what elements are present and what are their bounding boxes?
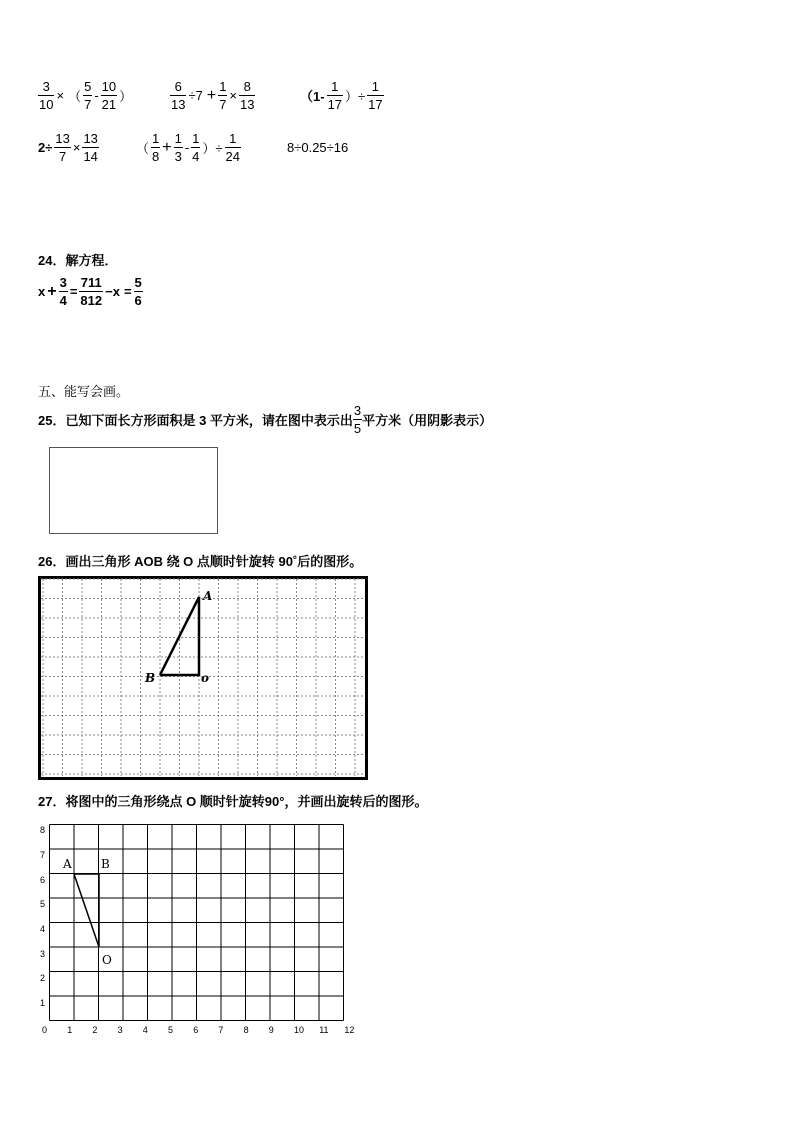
operator: × bbox=[229, 88, 238, 103]
fraction bbox=[327, 78, 343, 113]
numerator: 13 bbox=[83, 131, 98, 146]
operator: - bbox=[94, 88, 99, 103]
operator: + bbox=[47, 282, 57, 300]
triangle-abo bbox=[74, 874, 99, 947]
paren: ） bbox=[119, 89, 133, 104]
numerator: 1 bbox=[192, 131, 200, 146]
q24-title: 24．解方程． bbox=[38, 253, 118, 268]
y-tick-label: 7 bbox=[40, 849, 46, 860]
y-tick-label: 8 bbox=[40, 825, 46, 836]
numerator: 1 bbox=[152, 131, 160, 146]
denominator: 10 bbox=[39, 97, 54, 112]
calc-expr-2 bbox=[170, 78, 255, 113]
numerator: 13 bbox=[55, 131, 70, 146]
fraction bbox=[83, 78, 92, 113]
y-tick-label: 2 bbox=[40, 973, 46, 984]
fraction bbox=[134, 274, 143, 309]
point-o-label: O bbox=[102, 953, 112, 967]
calc-expr-1 bbox=[38, 78, 134, 113]
q25-rectangle[interactable] bbox=[49, 447, 218, 534]
x-tick-label: 11 bbox=[319, 1025, 329, 1035]
y-tick-label: 5 bbox=[40, 899, 46, 910]
x-tick-label: 12 bbox=[344, 1025, 355, 1035]
denominator: 4 bbox=[59, 293, 67, 308]
x-tick-label: 5 bbox=[168, 1025, 174, 1035]
operator: = bbox=[123, 284, 132, 299]
operator: × bbox=[56, 88, 65, 103]
x-tick-label: 0 bbox=[42, 1025, 48, 1035]
numerator: 5 bbox=[134, 275, 142, 290]
q25-text-pre: 25．已知下面长方形面积是 3 平方米，请在图中表示出 bbox=[38, 413, 353, 428]
numerator: 1 bbox=[367, 78, 383, 96]
paren: （ bbox=[68, 89, 82, 104]
fraction bbox=[367, 78, 383, 113]
q26-title: 26．画出三角形 AOB 绕 O 点顺时针旋转 90˚后的图形。 bbox=[38, 554, 363, 569]
section-five-title: 五、能写会画。 bbox=[38, 384, 130, 399]
fraction bbox=[38, 78, 54, 113]
denominator: 21 bbox=[101, 97, 117, 112]
paren: （ bbox=[136, 141, 150, 156]
y-tick-label: 4 bbox=[40, 923, 46, 934]
x-tick-label: 2 bbox=[92, 1025, 98, 1035]
x-tick-label: 7 bbox=[218, 1025, 224, 1035]
fraction bbox=[225, 130, 241, 165]
fraction bbox=[353, 402, 362, 437]
x-tick-label: 10 bbox=[294, 1025, 305, 1035]
operator: ÷7 bbox=[188, 88, 203, 103]
q24-equation bbox=[38, 274, 143, 309]
denominator: 14 bbox=[83, 149, 98, 164]
x-tick-label: 3 bbox=[117, 1025, 123, 1035]
operator: + bbox=[162, 138, 172, 156]
fraction bbox=[82, 130, 98, 165]
point-b-label: B bbox=[101, 857, 110, 871]
denominator: 13 bbox=[240, 97, 255, 112]
numerator: 1 bbox=[225, 130, 241, 148]
denominator: 24 bbox=[225, 149, 241, 164]
q25-text-post: 平方米（用阴影表示） bbox=[362, 413, 493, 428]
paren: ）÷ bbox=[345, 89, 366, 104]
fraction bbox=[59, 274, 68, 309]
operator: −x bbox=[105, 284, 120, 299]
variable: x bbox=[38, 284, 46, 299]
fraction bbox=[191, 130, 200, 165]
denominator: 7 bbox=[84, 97, 92, 112]
denominator: 6 bbox=[134, 293, 142, 308]
x-tick-label: 9 bbox=[268, 1025, 274, 1035]
paren: （1- bbox=[300, 89, 325, 104]
denominator: 17 bbox=[327, 97, 343, 112]
numerator: 5 bbox=[84, 79, 92, 94]
numerator: 1 bbox=[219, 79, 227, 94]
fraction bbox=[239, 78, 255, 113]
fraction bbox=[54, 130, 70, 165]
numerator: 1 bbox=[174, 131, 182, 146]
operator: + bbox=[206, 86, 217, 104]
denominator: 8 bbox=[152, 149, 160, 164]
fraction bbox=[174, 130, 183, 165]
fraction bbox=[101, 78, 117, 113]
calc-expr-6 bbox=[287, 140, 348, 155]
numerator: 8 bbox=[239, 78, 255, 96]
q25-title bbox=[38, 402, 492, 437]
y-tick-label: 1 bbox=[40, 998, 46, 1008]
numerator: 6 bbox=[170, 78, 186, 96]
numerator: 3 bbox=[353, 403, 362, 418]
numerator: 3 bbox=[59, 275, 67, 290]
denominator: 3 bbox=[174, 149, 182, 164]
operator: × bbox=[72, 140, 81, 155]
calc-expr-4 bbox=[36, 130, 99, 165]
x-tick-label: 8 bbox=[243, 1025, 249, 1035]
operator: - bbox=[184, 140, 190, 155]
paren: ）÷ bbox=[202, 141, 223, 156]
denominator: 17 bbox=[368, 97, 383, 112]
point-a-label: A bbox=[203, 589, 213, 603]
operator: = bbox=[69, 284, 78, 299]
q27-grid-figure[interactable] bbox=[49, 824, 353, 1024]
point-o-label: o bbox=[201, 671, 210, 685]
y-tick-label: 6 bbox=[40, 874, 46, 885]
calc-expr-5 bbox=[134, 130, 241, 165]
x-tick-label: 6 bbox=[193, 1025, 199, 1035]
x-tick-label: 1 bbox=[67, 1025, 73, 1035]
point-b-label: B bbox=[145, 671, 156, 685]
fraction bbox=[151, 130, 160, 165]
fraction bbox=[218, 78, 227, 113]
numerator: 711 bbox=[80, 275, 102, 290]
point-a-label: A bbox=[63, 857, 72, 871]
denominator: 812 bbox=[80, 293, 103, 308]
denominator: 7 bbox=[58, 149, 67, 164]
expression-text: 8÷0.25÷16 bbox=[287, 140, 349, 155]
numerator: 1 bbox=[327, 78, 343, 96]
numerator: 3 bbox=[38, 78, 54, 96]
q27-title: 27．将图中的三角形绕点 O 顺时针旋转90°，并画出旋转后的图形。 bbox=[38, 794, 428, 809]
denominator: 4 bbox=[192, 149, 200, 164]
numerator: 10 bbox=[101, 79, 117, 94]
operator: 2÷ bbox=[38, 140, 53, 155]
denominator: 13 bbox=[171, 97, 186, 112]
fraction bbox=[79, 274, 103, 309]
fraction bbox=[170, 78, 186, 113]
calc-expr-3 bbox=[298, 78, 384, 113]
denominator: 5 bbox=[353, 421, 362, 436]
denominator: 7 bbox=[219, 97, 227, 112]
x-tick-label: 4 bbox=[142, 1025, 148, 1035]
y-tick-label: 3 bbox=[40, 948, 46, 959]
